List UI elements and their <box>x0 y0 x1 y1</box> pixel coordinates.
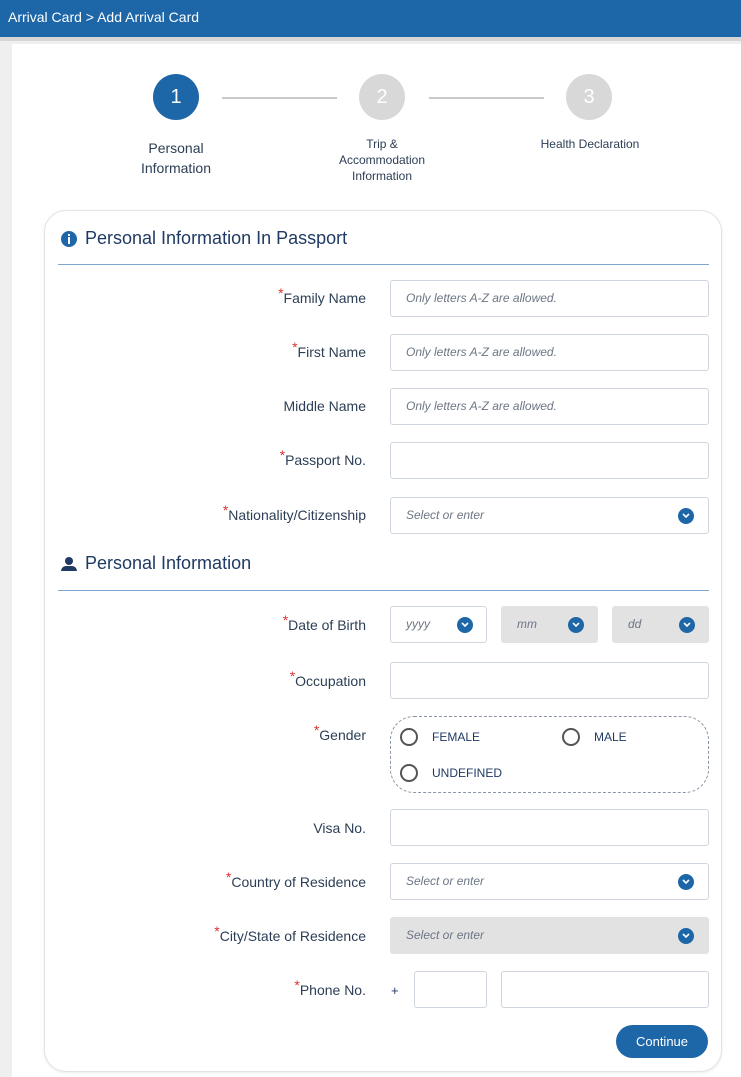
family-name-label-text: Family Name <box>283 290 366 306</box>
phone-label <box>294 977 366 998</box>
required-mark: * <box>214 923 220 939</box>
step-1-label-line1: Personal <box>148 140 204 156</box>
chevron-down-icon <box>678 874 694 890</box>
dob-day-placeholder: dd <box>628 617 642 631</box>
top-bar <box>0 0 741 37</box>
step-3-label <box>525 136 655 152</box>
required-mark: * <box>278 285 284 301</box>
chevron-down-icon <box>678 928 694 944</box>
chevron-down-icon <box>568 617 584 633</box>
dob-label <box>282 612 366 633</box>
required-mark: * <box>222 502 229 518</box>
required-mark: * <box>282 612 289 628</box>
family-name-input[interactable] <box>390 280 709 317</box>
section-divider-passport <box>58 264 709 265</box>
nationality-select[interactable] <box>390 497 709 534</box>
passport-no-label <box>279 447 366 468</box>
gender-female-label[interactable]: FEMALE <box>432 730 481 744</box>
nationality-label-text: Nationality/Citizenship <box>228 507 366 523</box>
country-placeholder: Select or enter <box>406 874 485 888</box>
visa-no-label: Visa No. <box>313 820 366 836</box>
city-placeholder: Select or enter <box>406 928 485 942</box>
gender-undefined-radio[interactable] <box>400 764 418 782</box>
step-2-circle[interactable]: 2 <box>359 74 405 120</box>
step-3-circle[interactable]: 3 <box>566 74 612 120</box>
breadcrumb: Arrival Card > Add Arrival Card <box>8 9 200 25</box>
dob-year-placeholder: yyyy <box>406 617 430 631</box>
step-connector-2 <box>429 97 544 99</box>
nationality-placeholder: Select or enter <box>406 508 485 522</box>
step-2-label <box>320 136 444 184</box>
required-mark: * <box>292 339 298 355</box>
chevron-down-icon <box>457 617 473 633</box>
gender-radio-group <box>390 716 709 793</box>
required-mark: * <box>289 668 296 684</box>
passport-no-label-text: Passport No. <box>285 452 366 468</box>
phone-number-input[interactable] <box>501 971 709 1008</box>
section-title-personal: Personal Information <box>85 553 252 573</box>
dob-label-text: Date of Birth <box>288 617 366 633</box>
step-2-label-line1: Trip & <box>366 137 398 151</box>
step-2-label-line2: Accommodation <box>338 153 426 167</box>
country-label-text: Country of Residence <box>231 874 366 890</box>
country-select[interactable] <box>390 863 709 900</box>
city-label <box>214 923 366 944</box>
required-mark: * <box>225 869 232 885</box>
nationality-label <box>222 502 366 523</box>
occupation-label <box>289 668 366 689</box>
top-bar-divider <box>0 37 741 41</box>
family-name-label <box>278 285 366 306</box>
country-label <box>225 869 366 890</box>
gender-male-label[interactable]: MALE <box>594 730 627 744</box>
step-1-label-line2: Information <box>140 160 212 176</box>
section-title-passport: Personal Information In Passport <box>85 228 348 248</box>
first-name-label <box>292 339 366 360</box>
visa-no-input[interactable] <box>390 809 709 846</box>
family-name-placeholder: Only letters A-Z are allowed. <box>406 291 557 305</box>
person-icon <box>61 557 77 571</box>
info-icon <box>61 231 77 247</box>
section-divider-personal <box>58 590 709 591</box>
chevron-down-icon <box>678 508 694 524</box>
continue-button[interactable]: Continue <box>616 1025 708 1058</box>
dob-month-select[interactable] <box>501 606 598 643</box>
gender-undefined-label[interactable]: UNDEFINED <box>432 766 503 780</box>
city-label-text: City/State of Residence <box>219 928 366 944</box>
city-select[interactable] <box>390 917 709 954</box>
gender-label <box>313 722 366 743</box>
middle-name-input[interactable] <box>390 388 709 425</box>
step-3-label-line1: Health Declaration <box>540 137 640 151</box>
step-2-label-line3: Information <box>351 169 413 183</box>
first-name-input[interactable] <box>390 334 709 371</box>
first-name-label-text: First Name <box>297 344 366 360</box>
occupation-input[interactable] <box>390 662 709 699</box>
occupation-label-text: Occupation <box>295 673 366 689</box>
required-mark: * <box>279 447 286 463</box>
middle-name-label: Middle Name <box>283 398 366 414</box>
chevron-down-icon <box>679 617 695 633</box>
required-mark: * <box>313 722 320 738</box>
dob-month-placeholder: mm <box>517 617 537 631</box>
gender-male-radio[interactable] <box>562 728 580 746</box>
required-mark: * <box>294 977 300 993</box>
gender-label-text: Gender <box>319 727 366 743</box>
dob-year-select[interactable] <box>390 606 487 643</box>
gender-female-radio[interactable] <box>400 728 418 746</box>
middle-name-placeholder: Only letters A-Z are allowed. <box>406 399 557 413</box>
step-connector-1 <box>222 97 337 99</box>
phone-prefix: + <box>391 983 399 998</box>
step-1-circle[interactable]: 1 <box>153 74 199 120</box>
phone-country-code-input[interactable] <box>414 971 487 1008</box>
passport-no-input[interactable] <box>390 442 709 479</box>
first-name-placeholder: Only letters A-Z are allowed. <box>406 345 557 359</box>
phone-label-text: Phone No. <box>299 982 366 998</box>
step-1-label <box>116 138 236 178</box>
dob-day-select[interactable] <box>612 606 709 643</box>
